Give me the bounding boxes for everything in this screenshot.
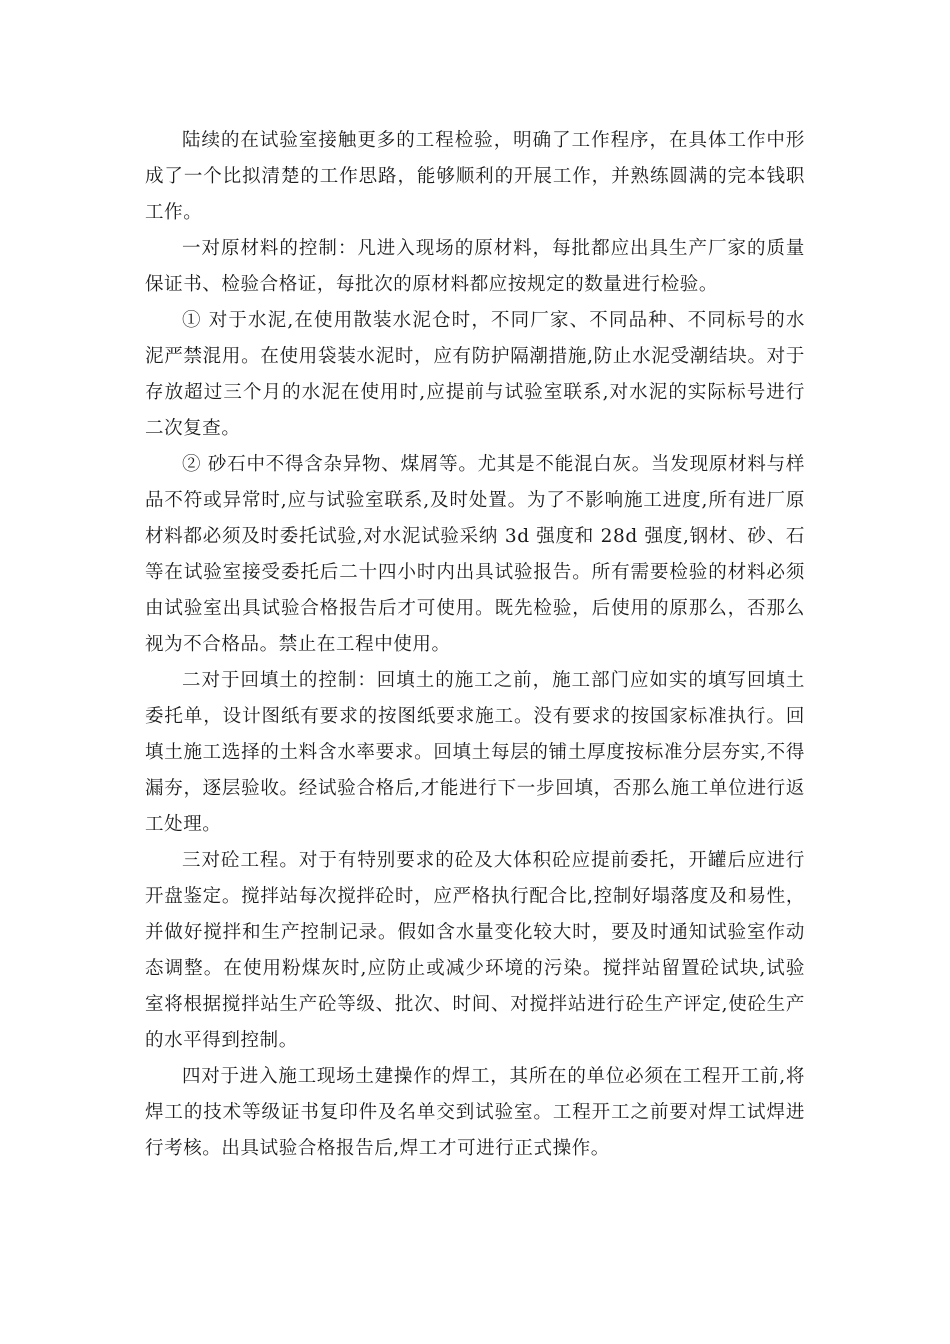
paragraph-cement: ① 对于水泥,在使用散装水泥仓时，不同厂家、不同品种、不同标号的水泥严禁混用。在使用袋装水泥时，应有防护隔潮措施,防止水泥受潮结块。对于存放超过三个月的水泥在使用时,应提前与试验室联系,对水泥的实际标号进行二次复查。 <box>145 310 805 439</box>
paragraph-intro: 陆续的在试验室接触更多的工程检验，明确了工作程序，在具体工作中形成了一个比拟清楚的工作思路，能够顺利的开展工作，并熟练圆满的完本钱职工作。 <box>145 130 805 223</box>
paragraph-backfill: 二对于回填土的控制：回填土的施工之前，施工部门应如实的填写回填土委托单，设计图纸有要求的按图纸要求施工。没有要求的按国家标准执行。回填土施工选择的土料含水率要求。回填土每层的铺土厚度按标准分层夯实,不得漏夯，逐层验收。经试验合格后,才能进行下一步回填，否那么施工单位进行返工处理。 <box>145 670 805 835</box>
document-body <box>145 123 805 1167</box>
paragraph-concrete: 三对砼工程。对于有特别要求的砼及大体积砼应提前委托，开罐后应进行开盘鉴定。搅拌站每次搅拌砼时，应严格执行配合比,控制好塌落度及和易性，并做好搅拌和生产控制记录。假如含水量变化较大时，要及时通知试验室作动态调整。在使用粉煤灰时,应防止或减少环境的污染。搅拌站留置砼试块,试验室将根据搅拌站生产砼等级、批次、时间、对搅拌站进行砼生产评定,使砼生产的水平得到控制。 <box>145 850 805 1051</box>
paragraph-raw-materials: 一对原材料的控制：凡进入现场的原材料，每批都应出具生产厂家的质量保证书、检验合格证，每批次的原材料都应按规定的数量进行检验。 <box>145 238 805 295</box>
paragraph-sand-stone: ② 砂石中不得含杂异物、煤屑等。尤其是不能混白灰。当发现原材料与样品不符或异常时,应与试验室联系,及时处置。为了不影响施工进度,所有进厂原材料都必须及时委托试验,对水泥试验采纳 3d 强度和 28d 强度,钢材、砂、石等在试验室接受委托后二十四小时内出具试验报告。所有需要检验的材料必须由试验室出具试验合格报告后才可使用。既先检验，后使用的原那么，否那么视为不合格品。禁止在工程中使用。 <box>145 454 805 655</box>
paragraph-welders: 四对于进入施工现场土建操作的焊工，其所在的单位必须在工程开工前,将焊工的技术等级证书复印件及名单交到试验室。工程开工之前要对焊工试焊进行考核。出具试验合格报告后,焊工才可进行正式操作。 <box>145 1066 805 1159</box>
